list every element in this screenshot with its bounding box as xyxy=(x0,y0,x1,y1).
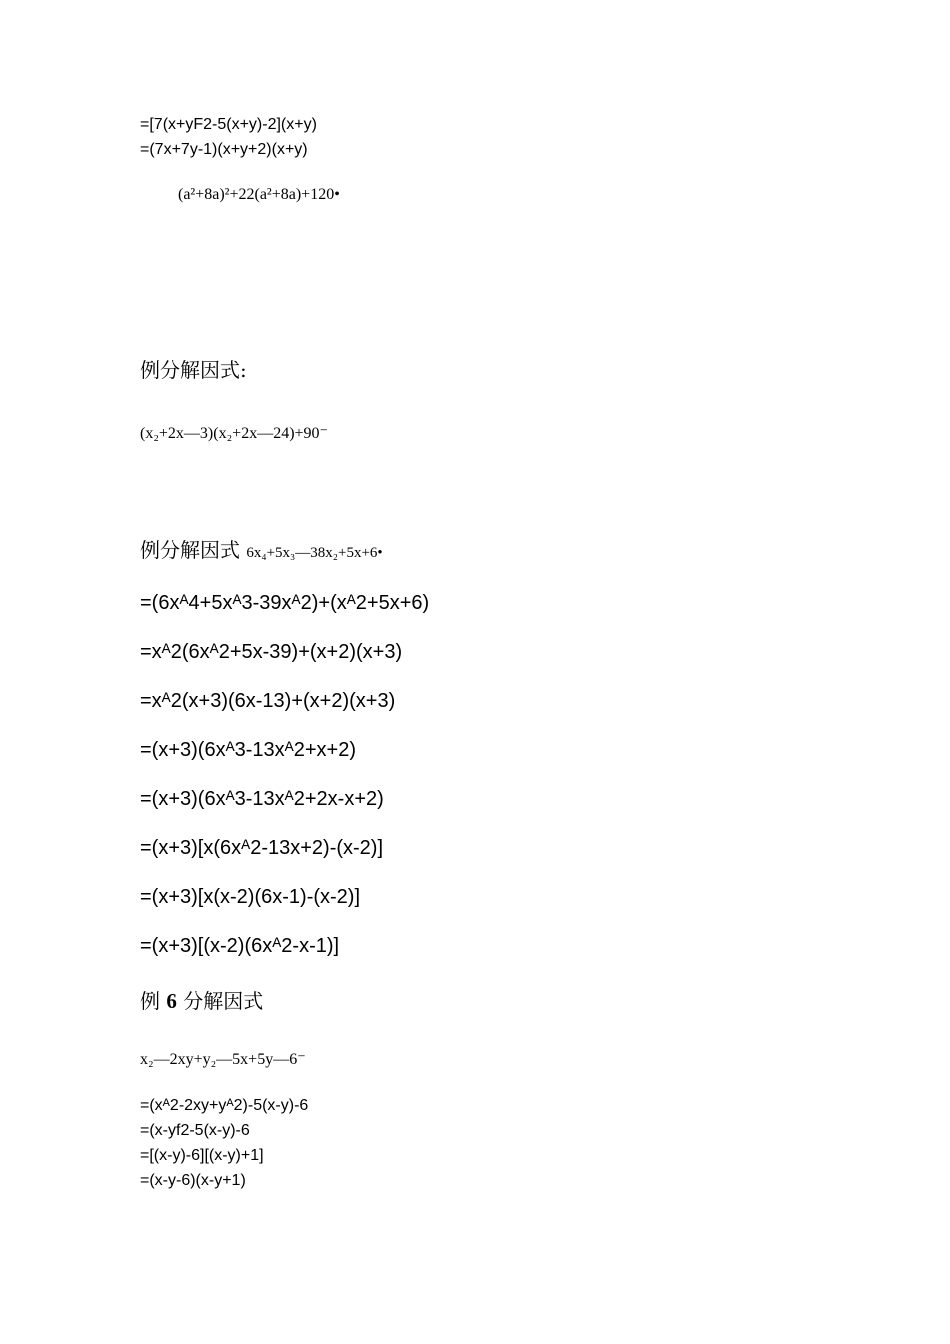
example-heading: 例分解因式: xyxy=(140,358,247,382)
derivation-step: =(x+3)(6xᴬ3-13xᴬ2+x+2) xyxy=(140,739,357,761)
example-heading xyxy=(140,534,383,563)
derivation-line: =(x-y-6)(x-y+1) xyxy=(140,1172,246,1189)
expression-line: x₂—2xy+y₂—5x+5y—6⁻ xyxy=(140,1051,306,1068)
derivation-step: =xᴬ2(x+3)(6x-13)+(x+2)(x+3) xyxy=(140,690,396,712)
derivation-line: =[7(x+yF2-5(x+y)-2](x+y) xyxy=(140,116,317,133)
derivation-step: =(x+3)[x(6xᴬ2-13x+2)-(x-2)] xyxy=(140,837,384,859)
heading-text: 分解因式 xyxy=(183,989,264,1013)
derivation-step: =(6xᴬ4+5xᴬ3-39xᴬ2)+(xᴬ2+5x+6) xyxy=(140,592,430,614)
derivation-line: =(7x+7y-1)(x+y+2)(x+y) xyxy=(140,141,308,158)
heading-text: 例分解因式 xyxy=(140,538,240,562)
derivation-step: =(x+3)(6xᴬ3-13xᴬ2+2x-x+2) xyxy=(140,788,384,810)
derivation-line: =(x-yf2-5(x-y)-6 xyxy=(140,1122,250,1139)
derivation-step: =xᴬ2(6xᴬ2+5x-39)+(x+2)(x+3) xyxy=(140,641,403,663)
heading-expression: 6x₄+5x₃—38x₂+5x+6• xyxy=(246,545,383,561)
derivation-line: =(xᴬ2-2xy+yᴬ2)-5(x-y)-6 xyxy=(140,1097,309,1114)
derivation-step: =(x+3)[x(x-2)(6x-1)-(x-2)] xyxy=(140,886,361,908)
derivation-step: =(x+3)[(x-2)(6xᴬ2-x-1)] xyxy=(140,935,340,957)
example-heading xyxy=(140,985,263,1014)
derivation-line: =[(x-y)-6][(x-y)+1] xyxy=(140,1147,264,1164)
example-number: 6 xyxy=(166,989,177,1013)
heading-prefix: 例 xyxy=(140,989,160,1013)
expression-line: (a²+8a)²+22(a²+8a)+120• xyxy=(178,186,340,203)
expression-line: (x₂+2x—3)(x₂+2x—24)+90⁻ xyxy=(140,425,328,442)
